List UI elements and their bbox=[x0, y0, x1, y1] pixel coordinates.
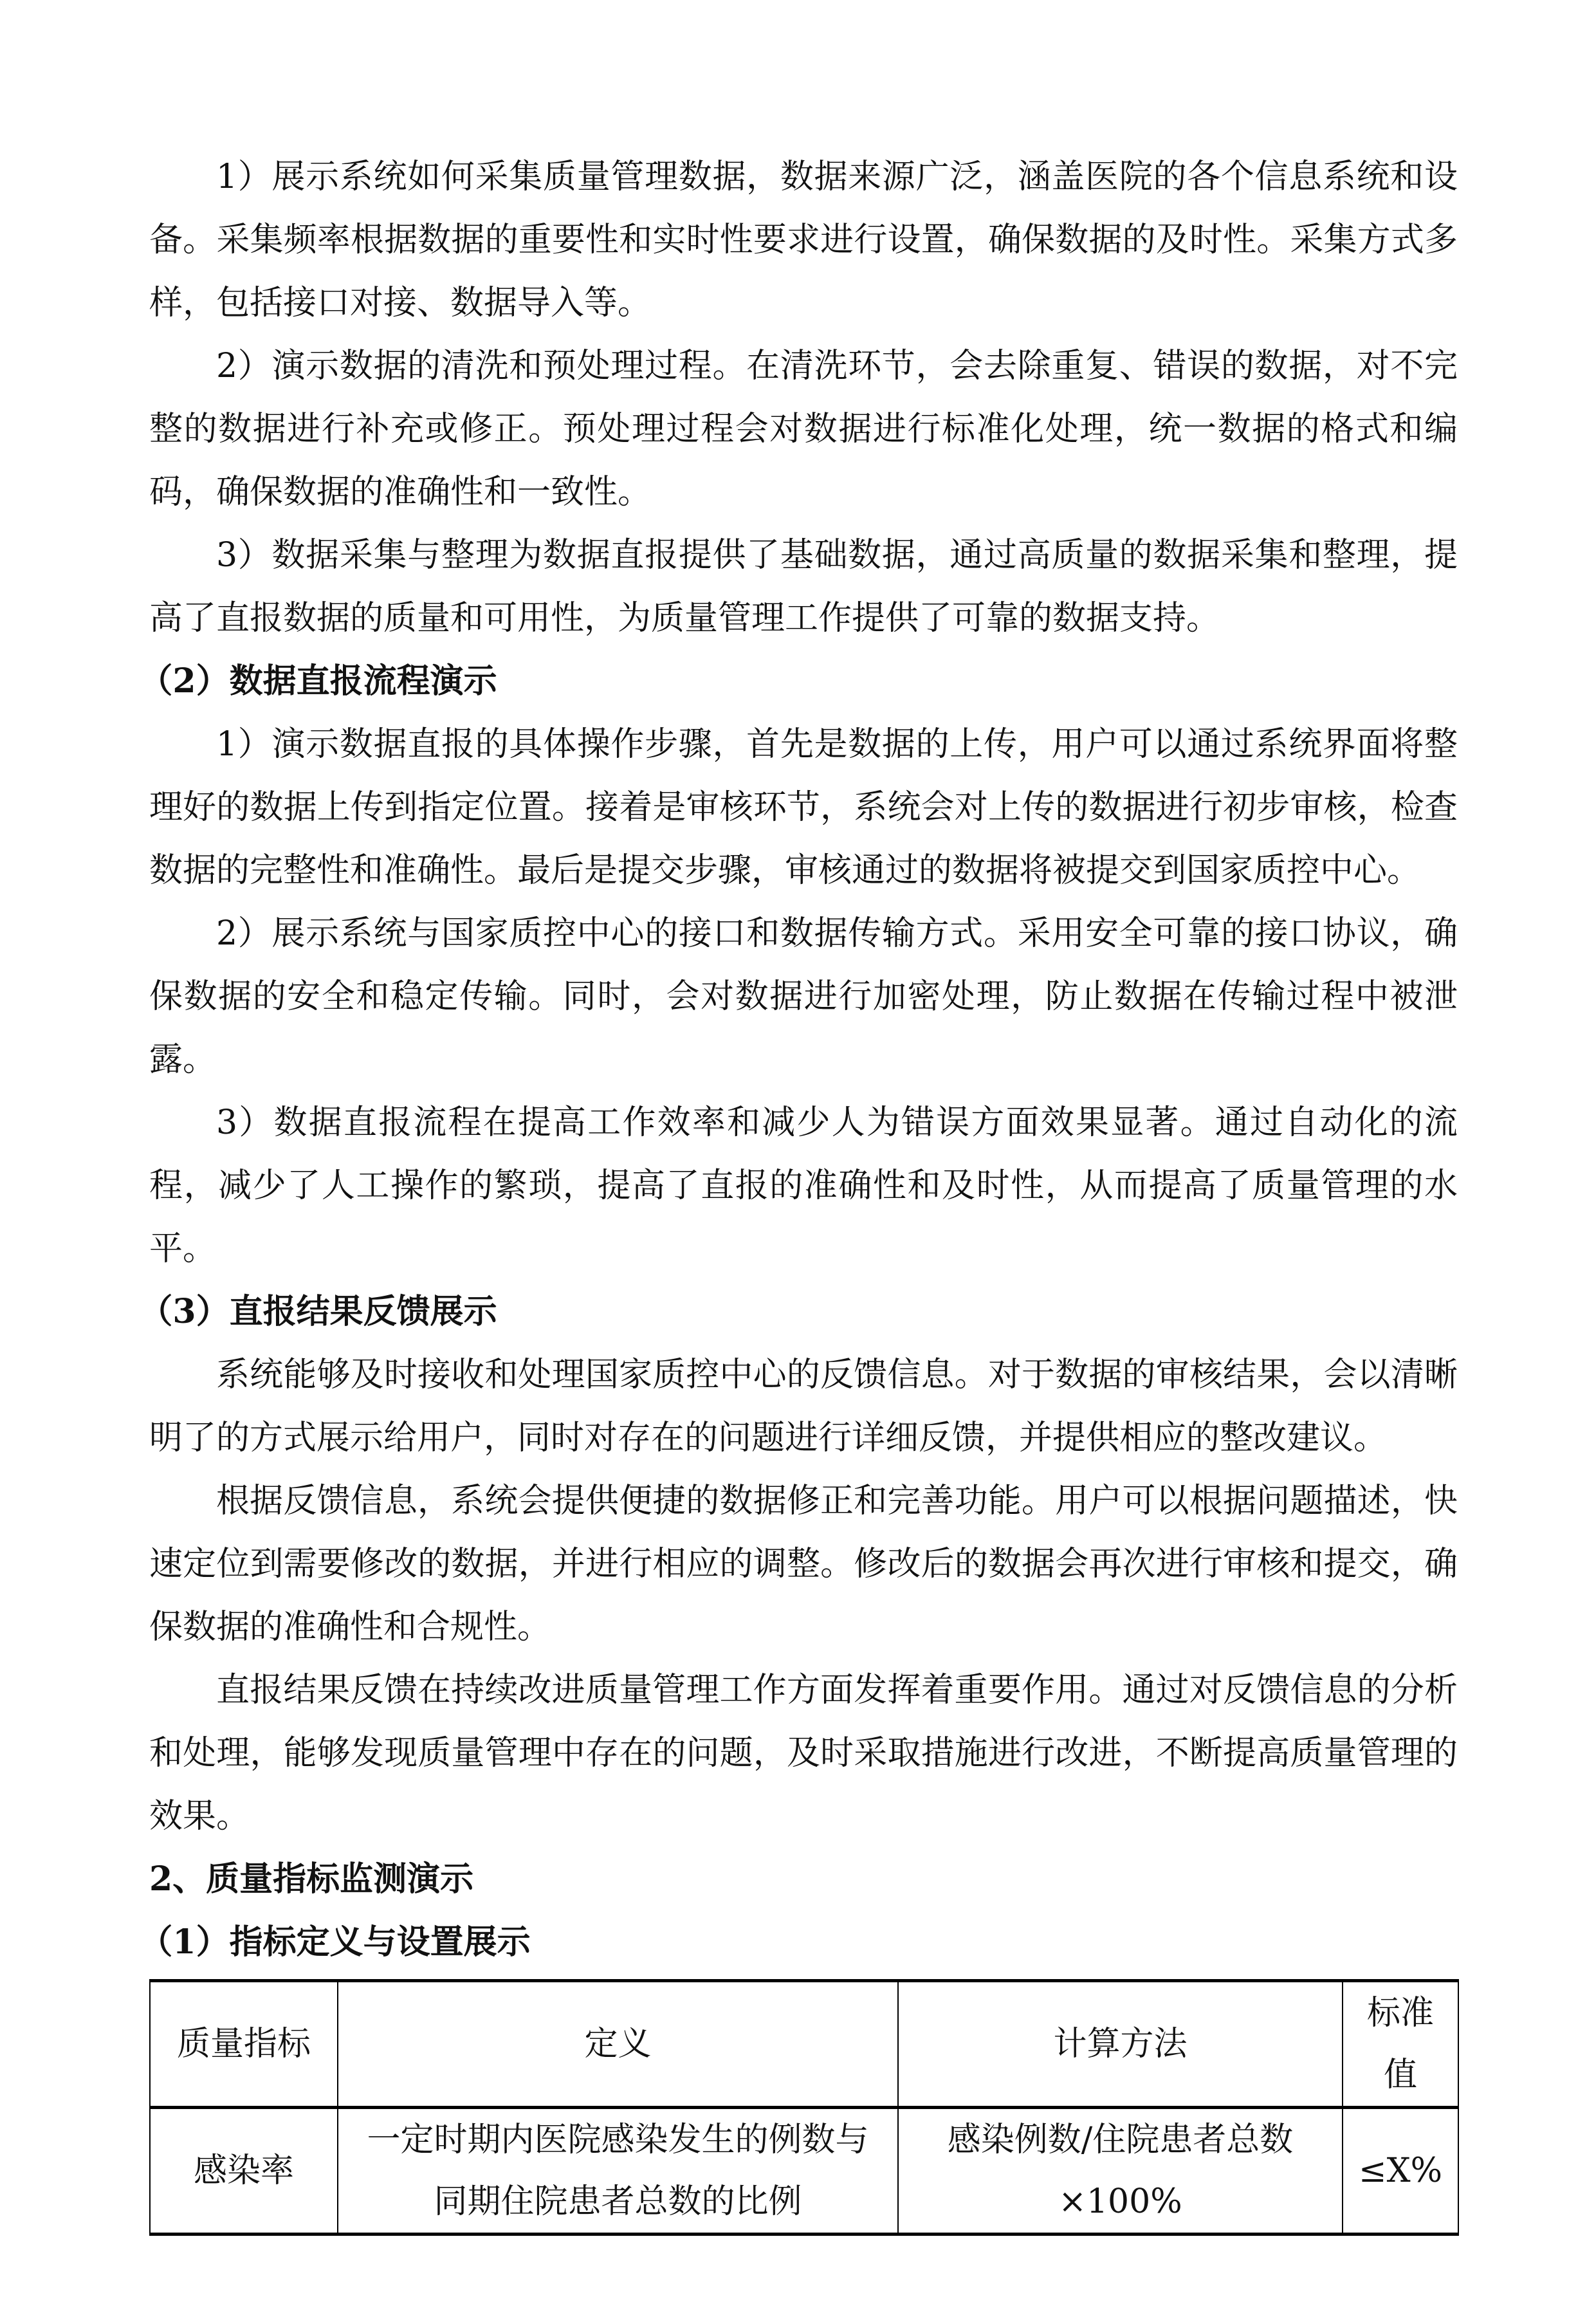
paragraph: 2）展示系统与国家质控中心的接口和数据传输方式。采用安全可靠的接口协议，确保数据的安全和稳定传输。同时，会对数据进行加密处理，防止数据在传输过程中被泄露。 bbox=[149, 914, 1458, 1079]
header-indicator: 质量指标 bbox=[150, 1981, 338, 2108]
paragraph: 3）数据直报流程在提高工作效率和减少人为错误方面效果显著。通过自动化的流程，减少了人工操作的繁琐，提高了直报的准确性和及时性，从而提高了质量管理的水平。 bbox=[149, 1103, 1458, 1268]
paragraph: 2）演示数据的清洗和预处理过程。在清洗环节，会去除重复、错误的数据，对不完整的数据进行补充或修正。预处理过程会对数据进行标准化处理，统一数据的格式和编码，确保数据的准确性和一致性。 bbox=[149, 347, 1458, 511]
paragraph: 1）展示系统如何采集质量管理数据，数据来源广泛，涵盖医院的各个信息系统和设备。采集频率根据数据的重要性和实时性要求进行设置，确保数据的及时性。采集方式多样，包括接口对接、数据导入等。 bbox=[149, 158, 1458, 322]
section-heading: （2）数据直报流程演示 bbox=[139, 661, 497, 701]
table-row bbox=[150, 2108, 1458, 2235]
paragraph: 1）演示数据直报的具体操作步骤，首先是数据的上传，用户可以通过系统界面将整理好的数据上传到指定位置。接着是审核环节，系统会对上传的数据进行初步审核，检查数据的完整性和准确性。最后是提交步骤，审核通过的数据将被提交到国家质控中心。 bbox=[149, 725, 1458, 890]
header-standard: 标准值 bbox=[1343, 1981, 1458, 2108]
paragraph: 直报结果反馈在持续改进质量管理工作方面发挥着重要作用。通过对反馈信息的分析和处理，能够发现质量管理中存在的问题，及时采取措施进行改进，不断提高质量管理的效果。 bbox=[149, 1671, 1458, 1836]
cell-standard: ≤X% bbox=[1343, 2108, 1458, 2235]
cell-definition: 一定时期内医院感染发生的例数与同期住院患者总数的比例 bbox=[338, 2108, 898, 2235]
document-body bbox=[139, 0, 1458, 2313]
indicator-table bbox=[149, 1979, 1459, 2236]
paragraph: 系统能够及时接收和处理国家质控中心的反馈信息。对于数据的审核结果，会以清晰明了的方式展示给用户，同时对存在的问题进行详细反馈，并提供相应的整改建议。 bbox=[149, 1356, 1458, 1457]
chapter-heading: 2、质量指标监测演示 bbox=[149, 1859, 474, 1899]
cell-method: 感染例数/住院患者总数×100% bbox=[898, 2108, 1343, 2235]
table-header-row bbox=[150, 1981, 1458, 2108]
section-heading: （3）直报结果反馈展示 bbox=[139, 1292, 497, 1331]
section-heading: （1）指标定义与设置展示 bbox=[139, 1922, 531, 1962]
header-method: 计算方法 bbox=[898, 1981, 1343, 2108]
header-definition: 定义 bbox=[338, 1981, 898, 2108]
cell-indicator: 感染率 bbox=[150, 2108, 338, 2235]
paragraph: 根据反馈信息，系统会提供便捷的数据修正和完善功能。用户可以根据问题描述，快速定位到需要修改的数据，并进行相应的调整。修改后的数据会再次进行审核和提交，确保数据的准确性和合规性。 bbox=[149, 1482, 1458, 1646]
paragraph: 3）数据采集与整理为数据直报提供了基础数据，通过高质量的数据采集和整理，提高了直报数据的质量和可用性，为质量管理工作提供了可靠的数据支持。 bbox=[149, 536, 1458, 638]
